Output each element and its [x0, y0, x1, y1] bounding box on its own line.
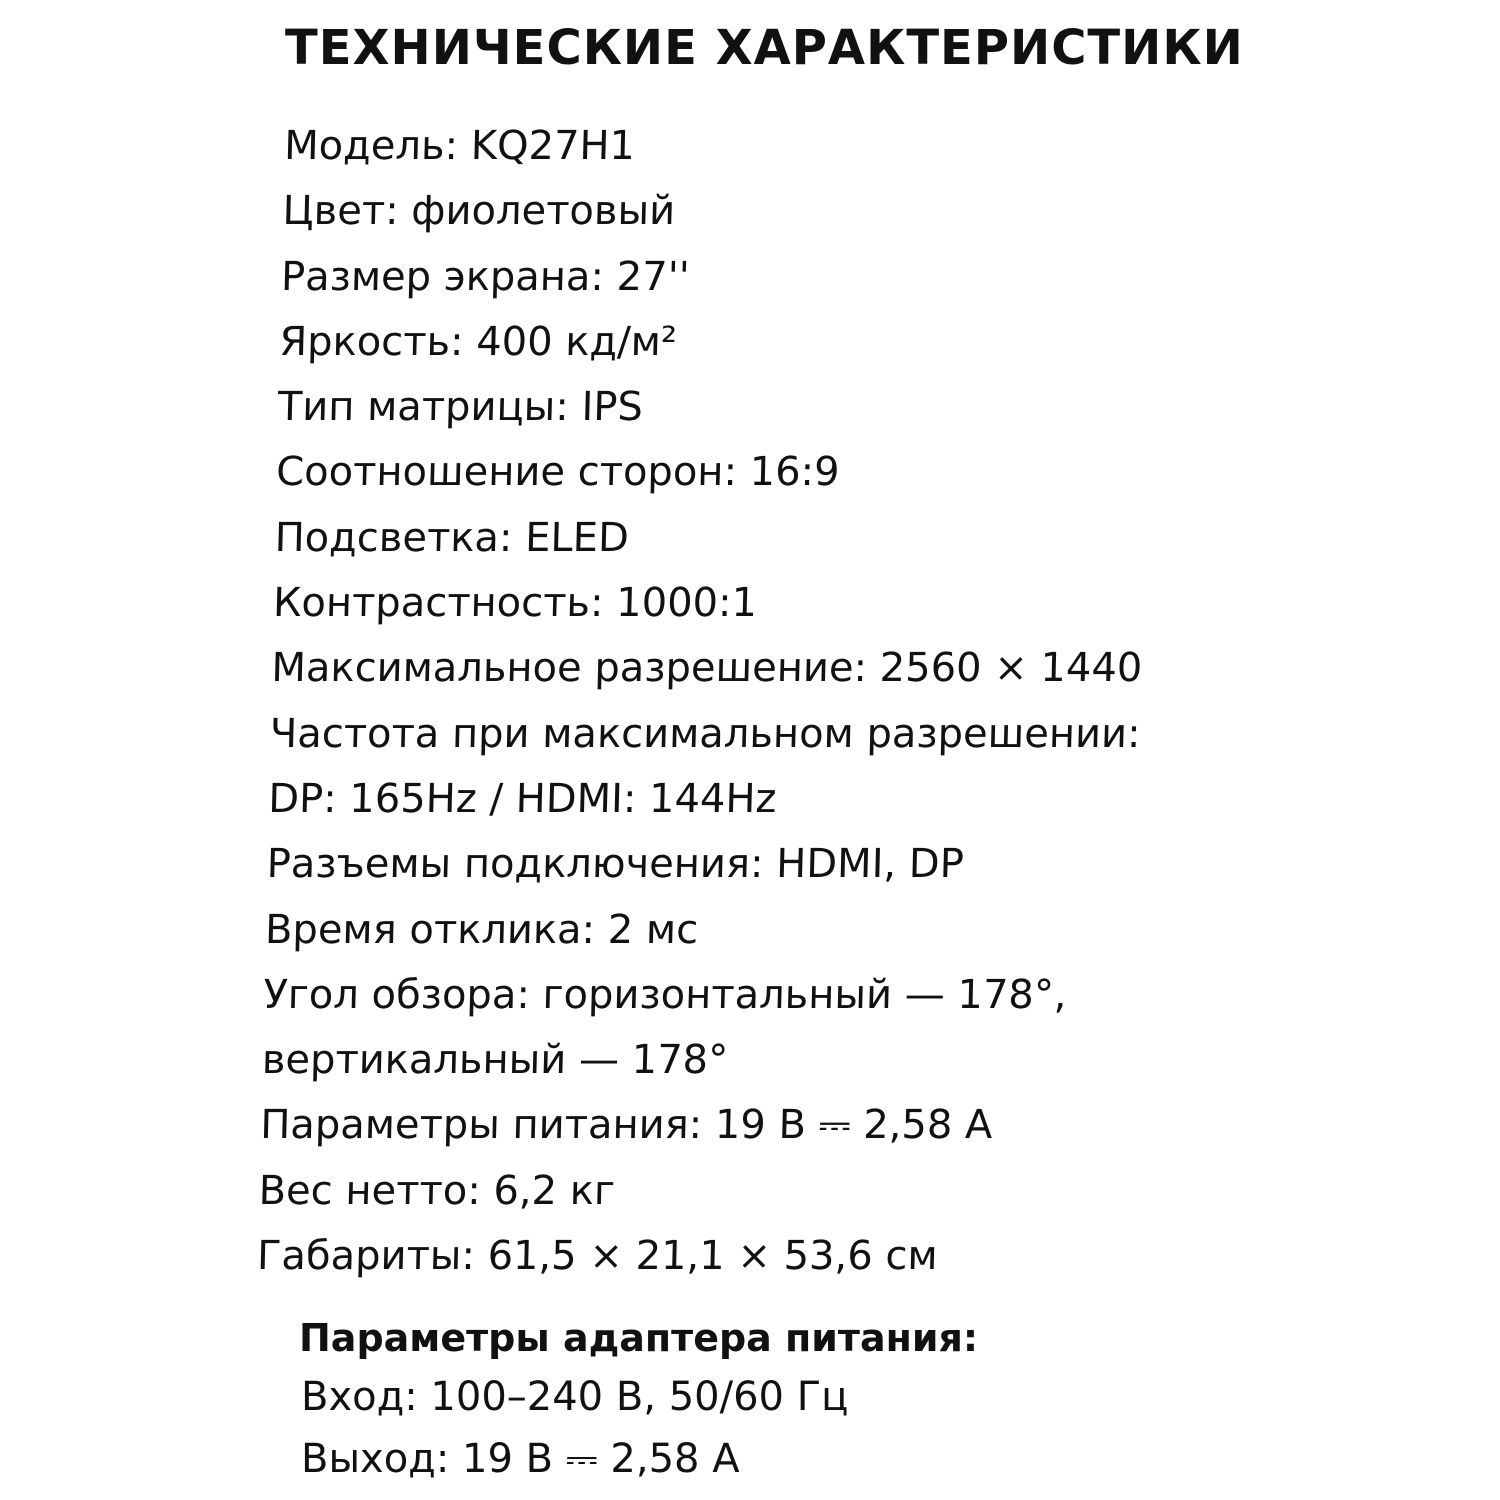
- spec-line: Модель: KQ27H1: [283, 123, 636, 169]
- spec-line: Цвет: фиолетовый: [282, 188, 676, 235]
- spec-line: Яркость: 400 кд/м²: [278, 318, 678, 365]
- spec-line: Вес нетто: 6,2 кг: [258, 1167, 616, 1214]
- spec-line: Угол обзора: горизонтальный — 178°,: [262, 971, 1068, 1018]
- spec-line: Параметры питания: 19 В ⎓ 2,58 А: [259, 1102, 994, 1149]
- spec-line: Габариты: 61,5 × 21,1 × 53,6 см: [256, 1233, 939, 1280]
- spec-line: Подсветка: ELED: [274, 514, 630, 561]
- spec-line: Частота при максимальном разрешении:: [269, 710, 1142, 757]
- spec-line: вертикальный — 178°: [261, 1037, 729, 1084]
- spec-line: Время отклика: 2 мс: [264, 906, 699, 953]
- adapter-line: Вход: 100–240 В, 50/60 Гц: [301, 1374, 849, 1420]
- spec-line: Максимальное разрешение: 2560 × 1440: [270, 645, 1143, 692]
- adapter-heading: Параметры адаптера питания:: [299, 1316, 979, 1360]
- page-title: ТЕХНИЧЕСКИЕ ХАРАКТЕРИСТИКИ: [285, 20, 1244, 76]
- spec-line: Тип матрицы: IPS: [277, 384, 644, 431]
- spec-line: Соотношение сторон: 16:9: [275, 449, 841, 496]
- adapter-line: Выход: 19 В ⎓ 2,58 А: [301, 1436, 740, 1482]
- spec-line: Контрастность: 1000:1: [272, 580, 758, 627]
- spec-line: Размер экрана: 27'': [280, 253, 691, 300]
- spec-line: Разъемы подключения: HDMI, DP: [266, 841, 965, 888]
- spec-list: [256, 114, 1156, 1289]
- spec-sheet: [256, 0, 1285, 1500]
- adapter-list: [301, 1366, 848, 1490]
- spec-line: DP: 165Hz / HDMI: 144Hz: [267, 775, 778, 822]
